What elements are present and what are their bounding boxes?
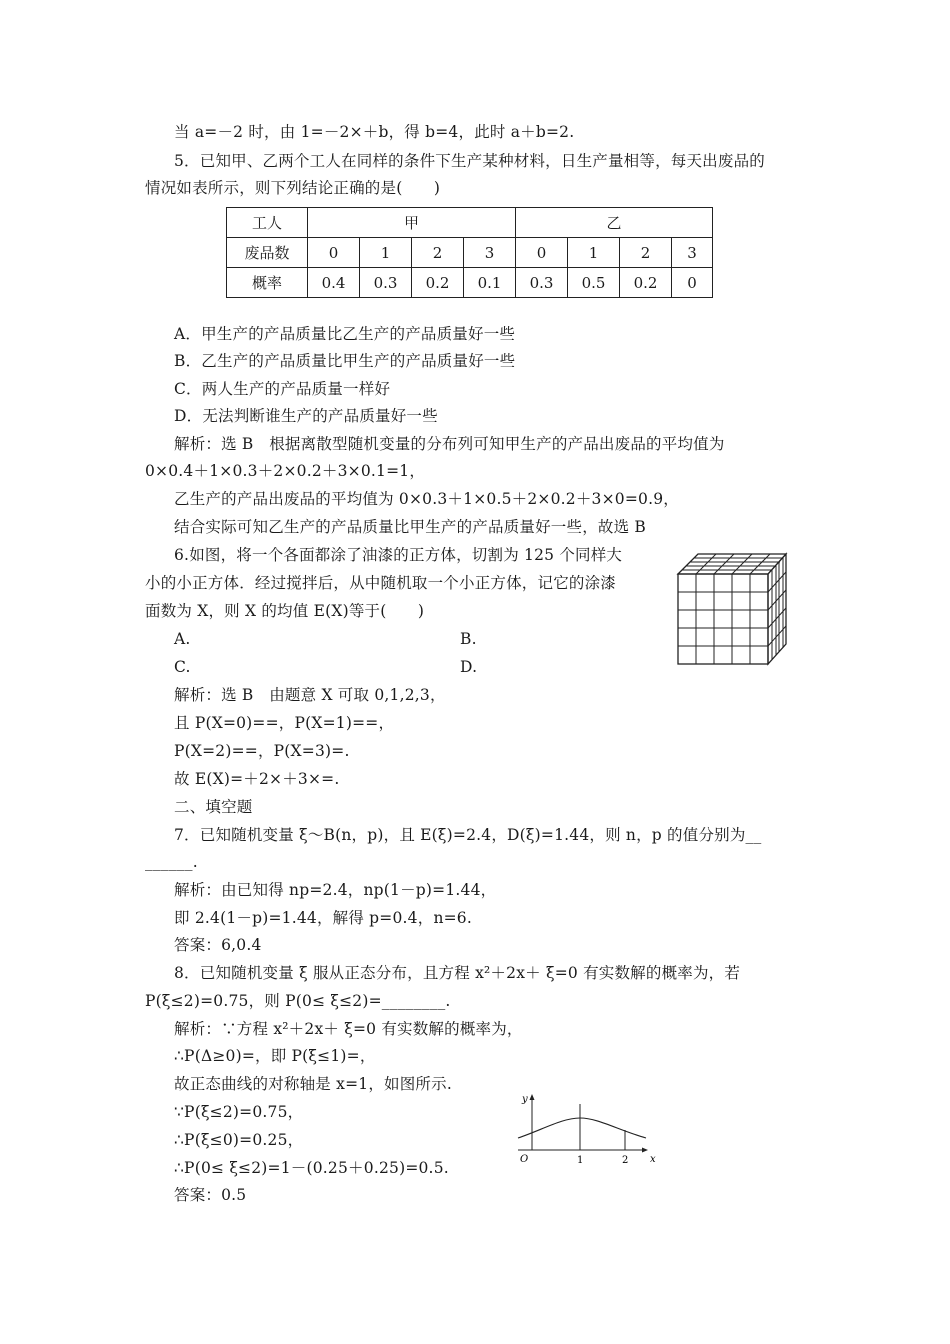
solution-line: 解析：选 B 由题意 X 可取 0,1,2,3， bbox=[174, 686, 446, 704]
question-8-stem: 8．已知随机变量 ξ 服从正态分布，且方程 x²＋2x＋ ξ=0 有实数解的概率为，若 bbox=[174, 964, 741, 982]
table-cell: 0.3 bbox=[516, 268, 568, 298]
y-axis-label: y bbox=[522, 1094, 528, 1105]
question-8-stem-cont: P(ξ≤2)=0.75，则 P(0≤ ξ≤2)=________. bbox=[145, 992, 451, 1010]
question-6-stem-cont: 面数为 X，则 X 的均值 E(X)等于( ) bbox=[145, 602, 425, 620]
solution-line: ∴P(Δ≥0)=，即 P(ξ≤1)=， bbox=[174, 1047, 376, 1065]
solution-line: 乙生产的产品出废品的平均值为 0×0.3＋1×0.5＋2×0.2＋3×0=0.9， bbox=[174, 490, 679, 508]
table-cell: 0.3 bbox=[360, 268, 412, 298]
question-7-stem-cont: ______. bbox=[145, 853, 198, 871]
table-header-worker: 工人 bbox=[227, 208, 308, 238]
table-cell: 0 bbox=[516, 238, 568, 268]
tick-label-1: 1 bbox=[577, 1155, 584, 1166]
table-cell: 3 bbox=[672, 238, 713, 268]
table-cell: 2 bbox=[620, 238, 672, 268]
table-cell: 1 bbox=[360, 238, 412, 268]
question-5-stem: 5．已知甲、乙两个工人在同样的条件下生产某种材料，日生产量相等，每天出废品的 bbox=[174, 152, 765, 170]
table-row-label: 概率 bbox=[227, 268, 308, 298]
cube-figure bbox=[676, 552, 788, 666]
option-a: A．甲生产的产品质量比乙生产的产品质量好一些 bbox=[174, 325, 516, 343]
solution-line: ∴P(ξ≤0)=0.25， bbox=[174, 1131, 304, 1149]
origin-label: O bbox=[520, 1154, 529, 1165]
solution-line: 即 2.4(1－p)=1.44，解得 p=0.4，n=6. bbox=[174, 909, 472, 927]
table-cell: 0 bbox=[672, 268, 713, 298]
table-cell: 1 bbox=[568, 238, 620, 268]
x-axis-label: x bbox=[650, 1154, 656, 1165]
defect-table bbox=[226, 207, 713, 298]
table-cell: 0 bbox=[308, 238, 360, 268]
solution-line: 解析：∵方程 x²＋2x＋ ξ=0 有实数解的概率为， bbox=[174, 1020, 523, 1038]
table-header-jia: 甲 bbox=[308, 208, 516, 238]
solution-line: 结合实际可知乙生产的产品质量比甲生产的产品质量好一些，故选 B bbox=[174, 518, 647, 536]
solution-line: 解析：由已知得 np=2.4，np(1－p)=1.44， bbox=[174, 881, 497, 899]
table-header-yi: 乙 bbox=[516, 208, 713, 238]
table-cell: 2 bbox=[412, 238, 464, 268]
normal-curve-figure bbox=[512, 1092, 662, 1168]
x-axis-arrow-icon bbox=[642, 1148, 648, 1153]
table-row-label: 废品数 bbox=[227, 238, 308, 268]
question-6-stem: 6.如图，将一个各面都涂了油漆的正方体，切割为 125 个同样大 bbox=[174, 546, 623, 564]
table-cell: 0.2 bbox=[620, 268, 672, 298]
option-c: C．两人生产的产品质量一样好 bbox=[174, 380, 391, 398]
tick-label-2: 2 bbox=[622, 1155, 629, 1166]
table-cell: 0.4 bbox=[308, 268, 360, 298]
question-6-stem-cont: 小的小正方体．经过搅拌后，从中随机取一个小正方体，记它的涂漆 bbox=[145, 574, 617, 592]
solution-line: 故 E(X)=＋2×＋3×=. bbox=[174, 770, 340, 788]
solution-line: P(X=2)==，P(X=3)=. bbox=[174, 742, 350, 760]
table-cell: 3 bbox=[464, 238, 516, 268]
table-cell: 0.2 bbox=[412, 268, 464, 298]
answer-line: 答案：0.5 bbox=[174, 1186, 247, 1204]
option-a: A. bbox=[174, 630, 191, 648]
option-b: B．乙生产的产品质量比甲生产的产品质量好一些 bbox=[174, 352, 516, 370]
table-cell: 0.5 bbox=[568, 268, 620, 298]
solution-line: ∵P(ξ≤2)=0.75， bbox=[174, 1103, 304, 1121]
text-line: 当 a=－2 时，由 1=－2×＋b，得 b=4，此时 a＋b=2. bbox=[174, 123, 575, 141]
table-cell: 0.1 bbox=[464, 268, 516, 298]
option-b: B. bbox=[460, 630, 477, 648]
option-d: D．无法判断谁生产的产品质量好一些 bbox=[174, 407, 438, 425]
question-7-stem: 7．已知随机变量 ξ～B(n，p)，且 E(ξ)=2.4，D(ξ)=1.44，则 n，p 的值分别为__ bbox=[174, 826, 762, 844]
answer-line: 答案：6,0.4 bbox=[174, 936, 262, 954]
solution-line: 故正态曲线的对称轴是 x=1，如图所示. bbox=[174, 1075, 452, 1093]
solution-line: 解析：选 B 根据离散型随机变量的分布列可知甲生产的产品出废品的平均值为 bbox=[174, 435, 725, 453]
solution-line: 0×0.4＋1×0.3＋2×0.2＋3×0.1=1， bbox=[145, 462, 426, 480]
option-d: D. bbox=[460, 658, 478, 676]
question-5-stem-cont: 情况如表所示，则下列结论正确的是( ) bbox=[145, 179, 441, 197]
option-c: C. bbox=[174, 658, 191, 676]
solution-line: 且 P(X=0)==，P(X=1)==， bbox=[174, 714, 395, 732]
y-axis-arrow-icon bbox=[530, 1094, 535, 1100]
solution-line: ∴P(0≤ ξ≤2)=1－(0.25＋0.25)=0.5. bbox=[174, 1159, 449, 1177]
normal-curve bbox=[518, 1118, 646, 1138]
section-heading: 二、填空题 bbox=[174, 798, 253, 816]
